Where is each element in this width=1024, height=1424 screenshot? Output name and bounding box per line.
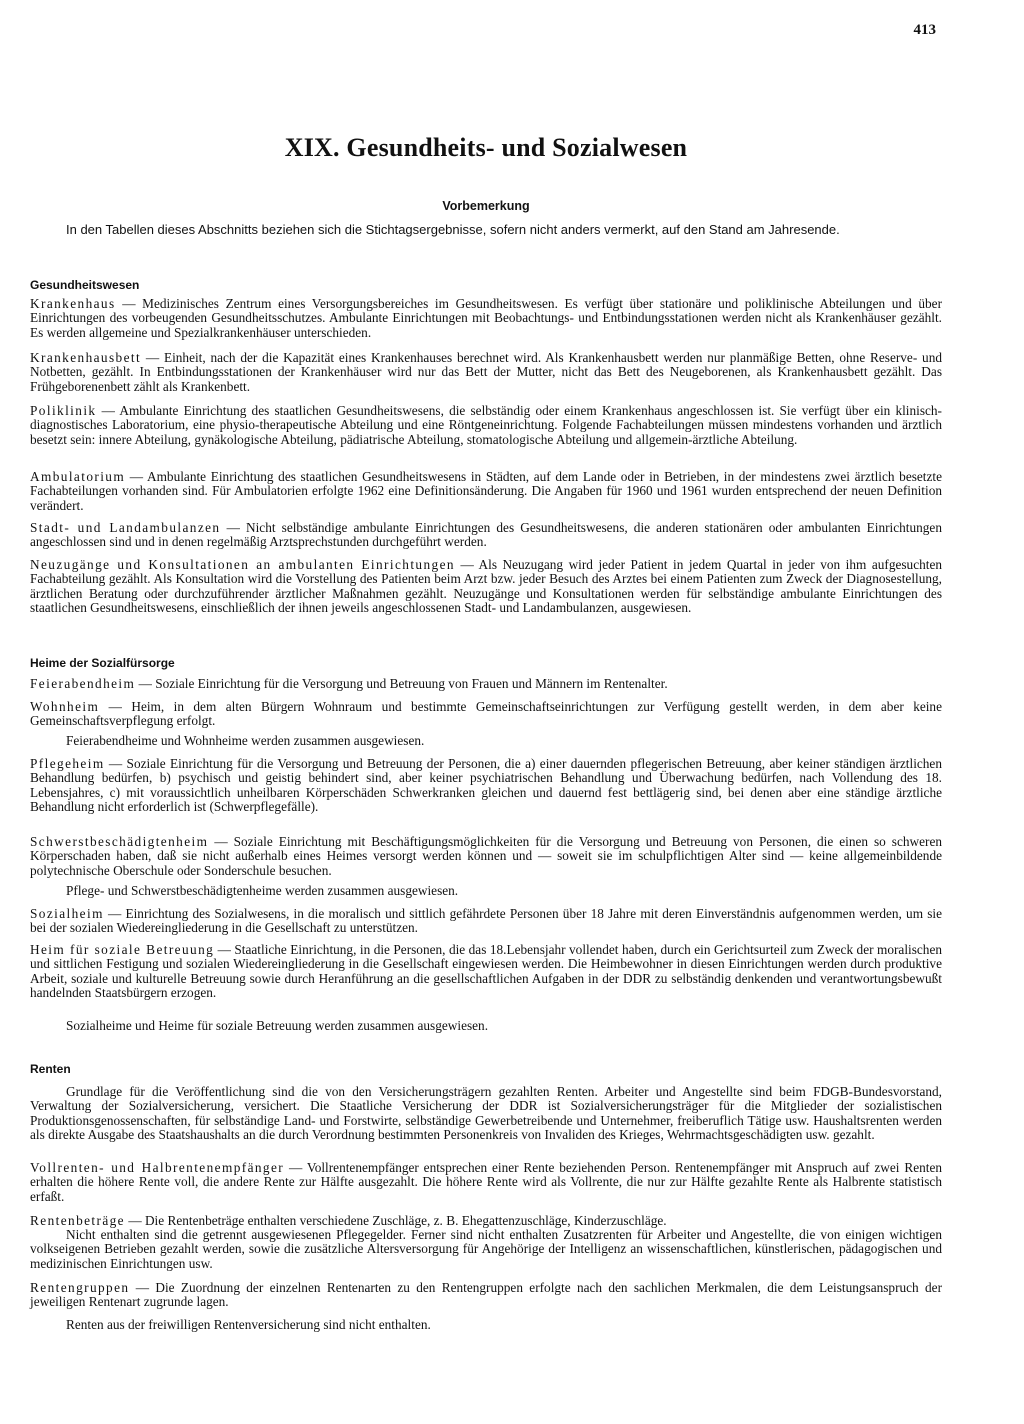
definition-entry-vollrenten	[30, 1161, 942, 1204]
section-heading-pensions: Renten	[30, 1062, 71, 1076]
note-sozialheime: Sozialheime und Heime für soziale Betreuung werden zusammen ausgewiesen.	[66, 1018, 489, 1033]
note-pflegeheime: Pflege- und Schwerstbeschädigtenheime werden zusammen ausgewiesen.	[66, 883, 459, 898]
definition-entry-rentengruppen	[30, 1281, 942, 1310]
definition: — Medizinisches Zentrum eines Versorgungsbereiches im Gesundheitswesen. Es verfügt über stationäre und poliklinische Abteilungen und über Einrichtungen des vorbeugenden Gesundheitsschutzes. Ambulante Einrichtungen mit Beobachtungs- und Entbindungsstationen werden nicht als Krankenhäuser gezählt. Es werden allgemeine und Spezialkrankenhäuser unterschieden.	[30, 296, 942, 340]
definition-entry-stadt-landambulanzen	[30, 521, 942, 550]
chapter-title: XIX. Gesundheits- und Sozialwesen	[284, 133, 688, 162]
term: Ambulatorium	[30, 469, 126, 484]
definition-entry-pflegeheim	[30, 757, 942, 815]
term: Heim für soziale Betreuung	[30, 942, 215, 957]
definition: — Einrichtung des Sozialwesens, in die moralisch und sittlich gefährdete Personen über 18 Jahre mit deren Einverständnis aufgenommen werden, um sie bei der sozialen Wiedereingliederung in die Gesellschaft zu unterstützen.	[30, 906, 942, 936]
term: Stadt- und Landambulanzen	[30, 520, 221, 535]
definition: — Die Zuordnung der einzelnen Rentenarten zu den Rentengruppen erfolgte nach den sachlichen Merkmalen, die dem Leistungsanspruch der jeweiligen Rentenart zugrunde lagen.	[30, 1280, 942, 1310]
term: Sozialheim	[30, 906, 104, 921]
pensions-intro: Grundlage für die Veröffentlichung sind die von den Versicherungsträgern gezahlten Renten. Arbeiter und Angestellte sind beim FDGB-Bundesvorstand, Verwaltung der Sozialversicherung, versichert. Die Staatliche Versicherung der DDR ist Sozialversicherungsträger für die Mitglieder der sozialistischen Produktionsgenossenschaften, für selbständige Land- und Forstwirte, selbständige Gewerbetreibende und Unternehmer, freiberuflich Tätige usw. Haushaltsrenten werden als direkte Ausgabe des Staatshaushalts an die durch Verordnung bestimmten Personenkreis von Invaliden des Krieges, Wehrmachtsgeschädigten usw. gezahlt.	[30, 1084, 942, 1143]
definition-entry-feierabendheim	[30, 677, 942, 691]
note-freiwillige-renten: Renten aus der freiwilligen Rentenversicherung sind nicht enthalten.	[66, 1317, 431, 1332]
definition: — Ambulante Einrichtung des staatlichen Gesundheitswesens, die selbständig oder einem Krankenhaus angeschlossen ist. Sie verfügt über ein klinisch-diagnostisches Laboratorium, eine physio-therapeutische Abteilung und eine Röntgeneinrichtung. Folgende Fachabteilungen müssen mindestens vorhanden und ärztlich besetzt sein: innere Abteilung, gynäkologische Abteilung, pädiatrische Abteilung, stomatologische Abteilung und allgemein-ärztliche Abteilung.	[30, 403, 942, 447]
definition: — Die Rentenbeträge enthalten verschiedene Zuschläge, z. B. Ehegattenzuschläge, Kinderzuschläge.	[125, 1213, 667, 1228]
note-feierabendheime: Feierabendheime und Wohnheime werden zusammen ausgewiesen.	[66, 733, 425, 748]
definition-entry-schwerstbeschaedigtenheim	[30, 835, 942, 878]
definition-entry-sozialheim	[30, 907, 942, 936]
definition: — Ambulante Einrichtung des staatlichen Gesundheitswesens in Städten, auf dem Lande oder in Betrieben, in der mindestens zwei ärztlich besetzte Fachabteilungen vorhanden sind. Für Ambulatorien erfolgte 1962 eine Definitionsänderung. Die Angaben für 1960 und 1961 wurden entsprechend der neuen Definition verändert.	[30, 469, 942, 513]
page-number: 413	[913, 22, 936, 38]
definition: — Nicht selbständige ambulante Einrichtungen des Gesundheitswesens, die anderen stationären oder ambulanten Einrichtungen angeschlossen sind und in denen regelmäßig Arztsprechstunden durchgeführt werden.	[30, 520, 942, 550]
definition: — Soziale Einrichtung mit Beschäftigungsmöglichkeiten für die Versorgung und Betreuung von Personen, die einen so schweren Körperschaden haben, daß sie nicht außerhalb eines Heimes versorgt werden können und — soweit sie im schulpflichtigen Alter sind — keine allgemeinbildende polytechnische Oberschule oder Sonderschule besuchen.	[30, 834, 942, 878]
definition-entry-krankenhaus	[30, 297, 942, 340]
definition-entry-poliklinik	[30, 404, 942, 447]
term: Neuzugänge und Konsultationen an ambulanten Einrichtungen	[30, 557, 455, 572]
term: Schwerstbeschädigtenheim	[30, 834, 209, 849]
definition-entry-krankenhausbett	[30, 351, 942, 394]
term: Vollrenten- und Halbrentenempfänger	[30, 1160, 285, 1175]
term: Feierabendheim	[30, 676, 136, 691]
definition-entry-neuzugaenge	[30, 558, 942, 616]
definition-entry-heim-soziale-betreuung	[30, 943, 942, 1001]
term: Rentenbeträge	[30, 1213, 125, 1228]
term: Wohnheim	[30, 699, 100, 714]
term: Pflegeheim	[30, 756, 105, 771]
definition-entry-ambulatorium	[30, 470, 942, 513]
term: Poliklinik	[30, 403, 97, 418]
definition: — Vollrentenempfänger entsprechen einer Rente beziehenden Person. Rentenempfänger mit Anspruch auf zwei Renten erhalten die höhere Rente voll, die andere Rente zur Hälfte ausgezahlt. Die höhere Rente wird als Vollrente, die nur zur Hälfte gezahlte Rente als Halbrente statistisch erfaßt.	[30, 1160, 942, 1204]
section-heading-health: Gesundheitswesen	[30, 278, 140, 292]
term: Rentengruppen	[30, 1280, 130, 1295]
definition: — Soziale Einrichtung für die Versorgung und Betreuung der Personen, die a) einer dauernden pflegerischen Betreuung, aber keiner ständigen ärztlichen Behandlung bedürfen, b) psychisch und geistig behindert sind, aber keiner psychiatrischen Behandlung und Überwachung bedürfen, nach Vollendung des 18. Lebensjahres, c) mit voraussichtlich unheilbaren Körperschäden Schwerkranken gleichen und dauernd fest bettlägerig sind, bei denen aber eine ständige ärztliche Behandlung nicht erforderlich ist (Schwerpflegefälle).	[30, 756, 942, 815]
preliminary-heading: Vorbemerkung	[442, 199, 530, 213]
definition: — Heim, in dem alten Bürgern Wohnraum und bestimmte Gemeinschaftseinrichtungen zur Verfügung gestellt werden, in dem aber keine Gemeinschaftsverpflegung erfolgt.	[30, 699, 942, 729]
term: Krankenhaus	[30, 296, 116, 311]
term: Krankenhausbett	[30, 350, 142, 365]
preliminary-text: In den Tabellen dieses Abschnitts beziehen sich die Stichtagsergebnisse, sofern nicht anders vermerkt, auf den Stand am Jahresende.	[66, 222, 840, 237]
definition-entry-wohnheim	[30, 700, 942, 729]
definition: — Als Neuzugang wird jeder Patient in jedem Quartal in jeder von ihm aufgesuchten Fachabteilung gezählt. Als Konsultation wird die Vorstellung des Patienten beim Arzt bzw. jeder Besuch des Arztes bei einem Patienten zum Zweck der Diagnosestellung, ärztlichen Beratung oder durchzuführender ärztlicher Maßnahmen gezählt. Neuzugänge und Konsultationen werden für selbständige ambulante Einrichtungen des staatlichen Gesundheitswesens, einschließlich der ihnen jeweils angeschlossenen Stadt- und Landambulanzen, ausgewiesen.	[30, 557, 942, 616]
definition: — Soziale Einrichtung für die Versorgung und Betreuung von Frauen und Männern im Rentenalter.	[135, 676, 668, 691]
definition: — Einheit, nach der die Kapazität eines Krankenhauses berechnet wird. Als Krankenhausbett werden nur planmäßige Betten, ohne Reserve- und Notbetten, gezählt. In Entbindungsstationen der Krankenhäuser wird nur das Bett der Mutter, nicht das Bett des Neugeborenen, als Krankenhausbett gezählt. Das Frühgeborenenbett zählt als Krankenbett.	[30, 350, 942, 394]
note-rentenbetraege: Nicht enthalten sind die getrennt ausgewiesenen Pflegegelder. Ferner sind nicht enthalten Zusatzrenten für Arbeiter und Angestellte, die von einigen wichtigen volkseigenen Betrieben gezahlt werden, sowie die zusätzliche Altersversorgung für Angehörige der Intelligenz an wissenschaftlichen, künstlerischen, pädagogischen und medizinischen Einrichtungen usw.	[30, 1227, 942, 1271]
section-heading-welfare: Heime der Sozialfürsorge	[30, 656, 175, 670]
definition: — Staatliche Einrichtung, in die Personen, die das 18.Lebensjahr vollendet haben, durch ein Gerichtsurteil zum Zweck der moralischen und sittlichen Festigung und sozialen Wiedereingliederung in die Gesellschaft eingewiesen werden. Die Heimbewohner in diesen Einrichtungen werden durch produktive Arbeit, soziale und kulturelle Betreuung sowie durch Heranführung an die gesellschaftlichen Aufgaben in der DDR zu selbständig denkenden und verantwortungsbewußt handelnden Staatsbürgern erzogen.	[30, 942, 942, 1001]
document-page	[30, 0, 942, 1424]
